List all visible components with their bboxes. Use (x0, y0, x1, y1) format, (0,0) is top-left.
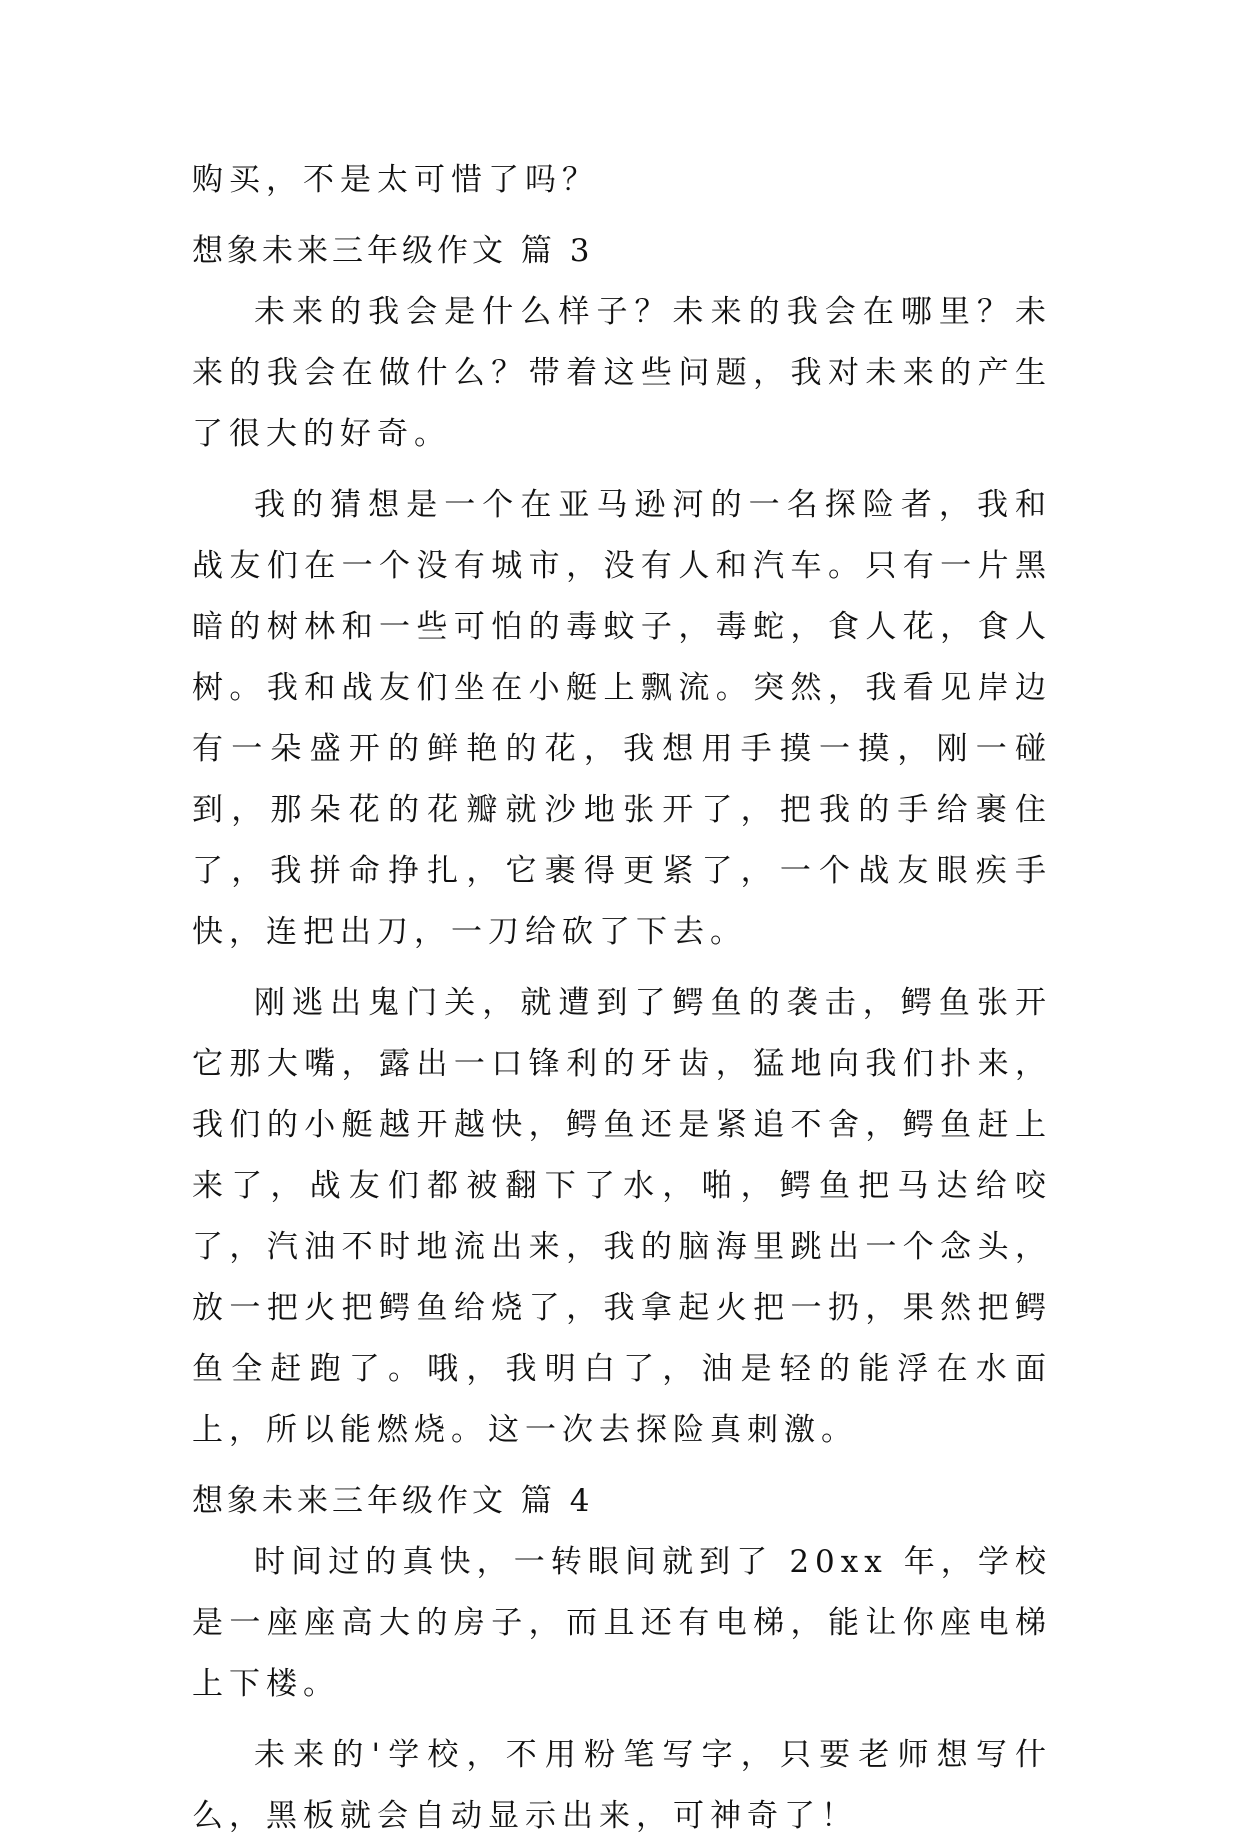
section-4-paragraph: 未来的'学校，不用粉笔写字，只要老师想写什么，黑板就会自动显示出来，可神奇了！ (192, 1737, 1052, 1834)
section-3-title: 想象未来三年级作文 篇 3 (192, 233, 594, 269)
section-3-paragraph: 未来的我会是什么样子？未来的我会在哪里？未来的我会在做什么？带着这些问题，我对未来的产生了很大的好奇。 (192, 294, 1052, 452)
section-3-paragraph: 我的猜想是一个在亚马逊河的一名探险者，我和战友们在一个没有城市，没有人和汽车。只有一片黑暗的树林和一些可怕的毒蚊子，毒蛇，食人花，食人树。我和战友们坐在小艇上飘流。突然，我看见岸边有一朵盛开的鲜艳的花，我想用手摸一摸，刚一碰到，那朵花的花瓣就沙地张开了，把我的手给裹住了，我拼命挣扎，它裹得更紧了，一个战友眼疾手快，连把出刀，一刀给砍了下去。 (192, 487, 1052, 950)
section-4-paragraph: 时间过的真快，一转眼间就到了 20xx 年，学校是一座座高大的房子，而且还有电梯，能让你座电梯上下楼。 (192, 1544, 1052, 1702)
top-fragment: 购买，不是太可惜了吗？ (192, 162, 599, 198)
section-4-title: 想象未来三年级作文 篇 4 (192, 1483, 594, 1519)
document-body (192, 150, 1052, 1847)
section-3-paragraph: 刚逃出鬼门关，就遭到了鳄鱼的袭击，鳄鱼张开它那大嘴，露出一口锋利的牙齿，猛地向我们扑来，我们的小艇越开越快，鳄鱼还是紧追不舍，鳄鱼赶上来了，战友们都被翻下了水，啪，鳄鱼把马达给咬了，汽油不时地流出来，我的脑海里跳出一个念头，放一把火把鳄鱼给烧了，我拿起火把一扔，果然把鳄鱼全赶跑了。哦，我明白了，油是轻的能浮在水面上，所以能燃烧。这一次去探险真刺激。 (192, 985, 1052, 1448)
